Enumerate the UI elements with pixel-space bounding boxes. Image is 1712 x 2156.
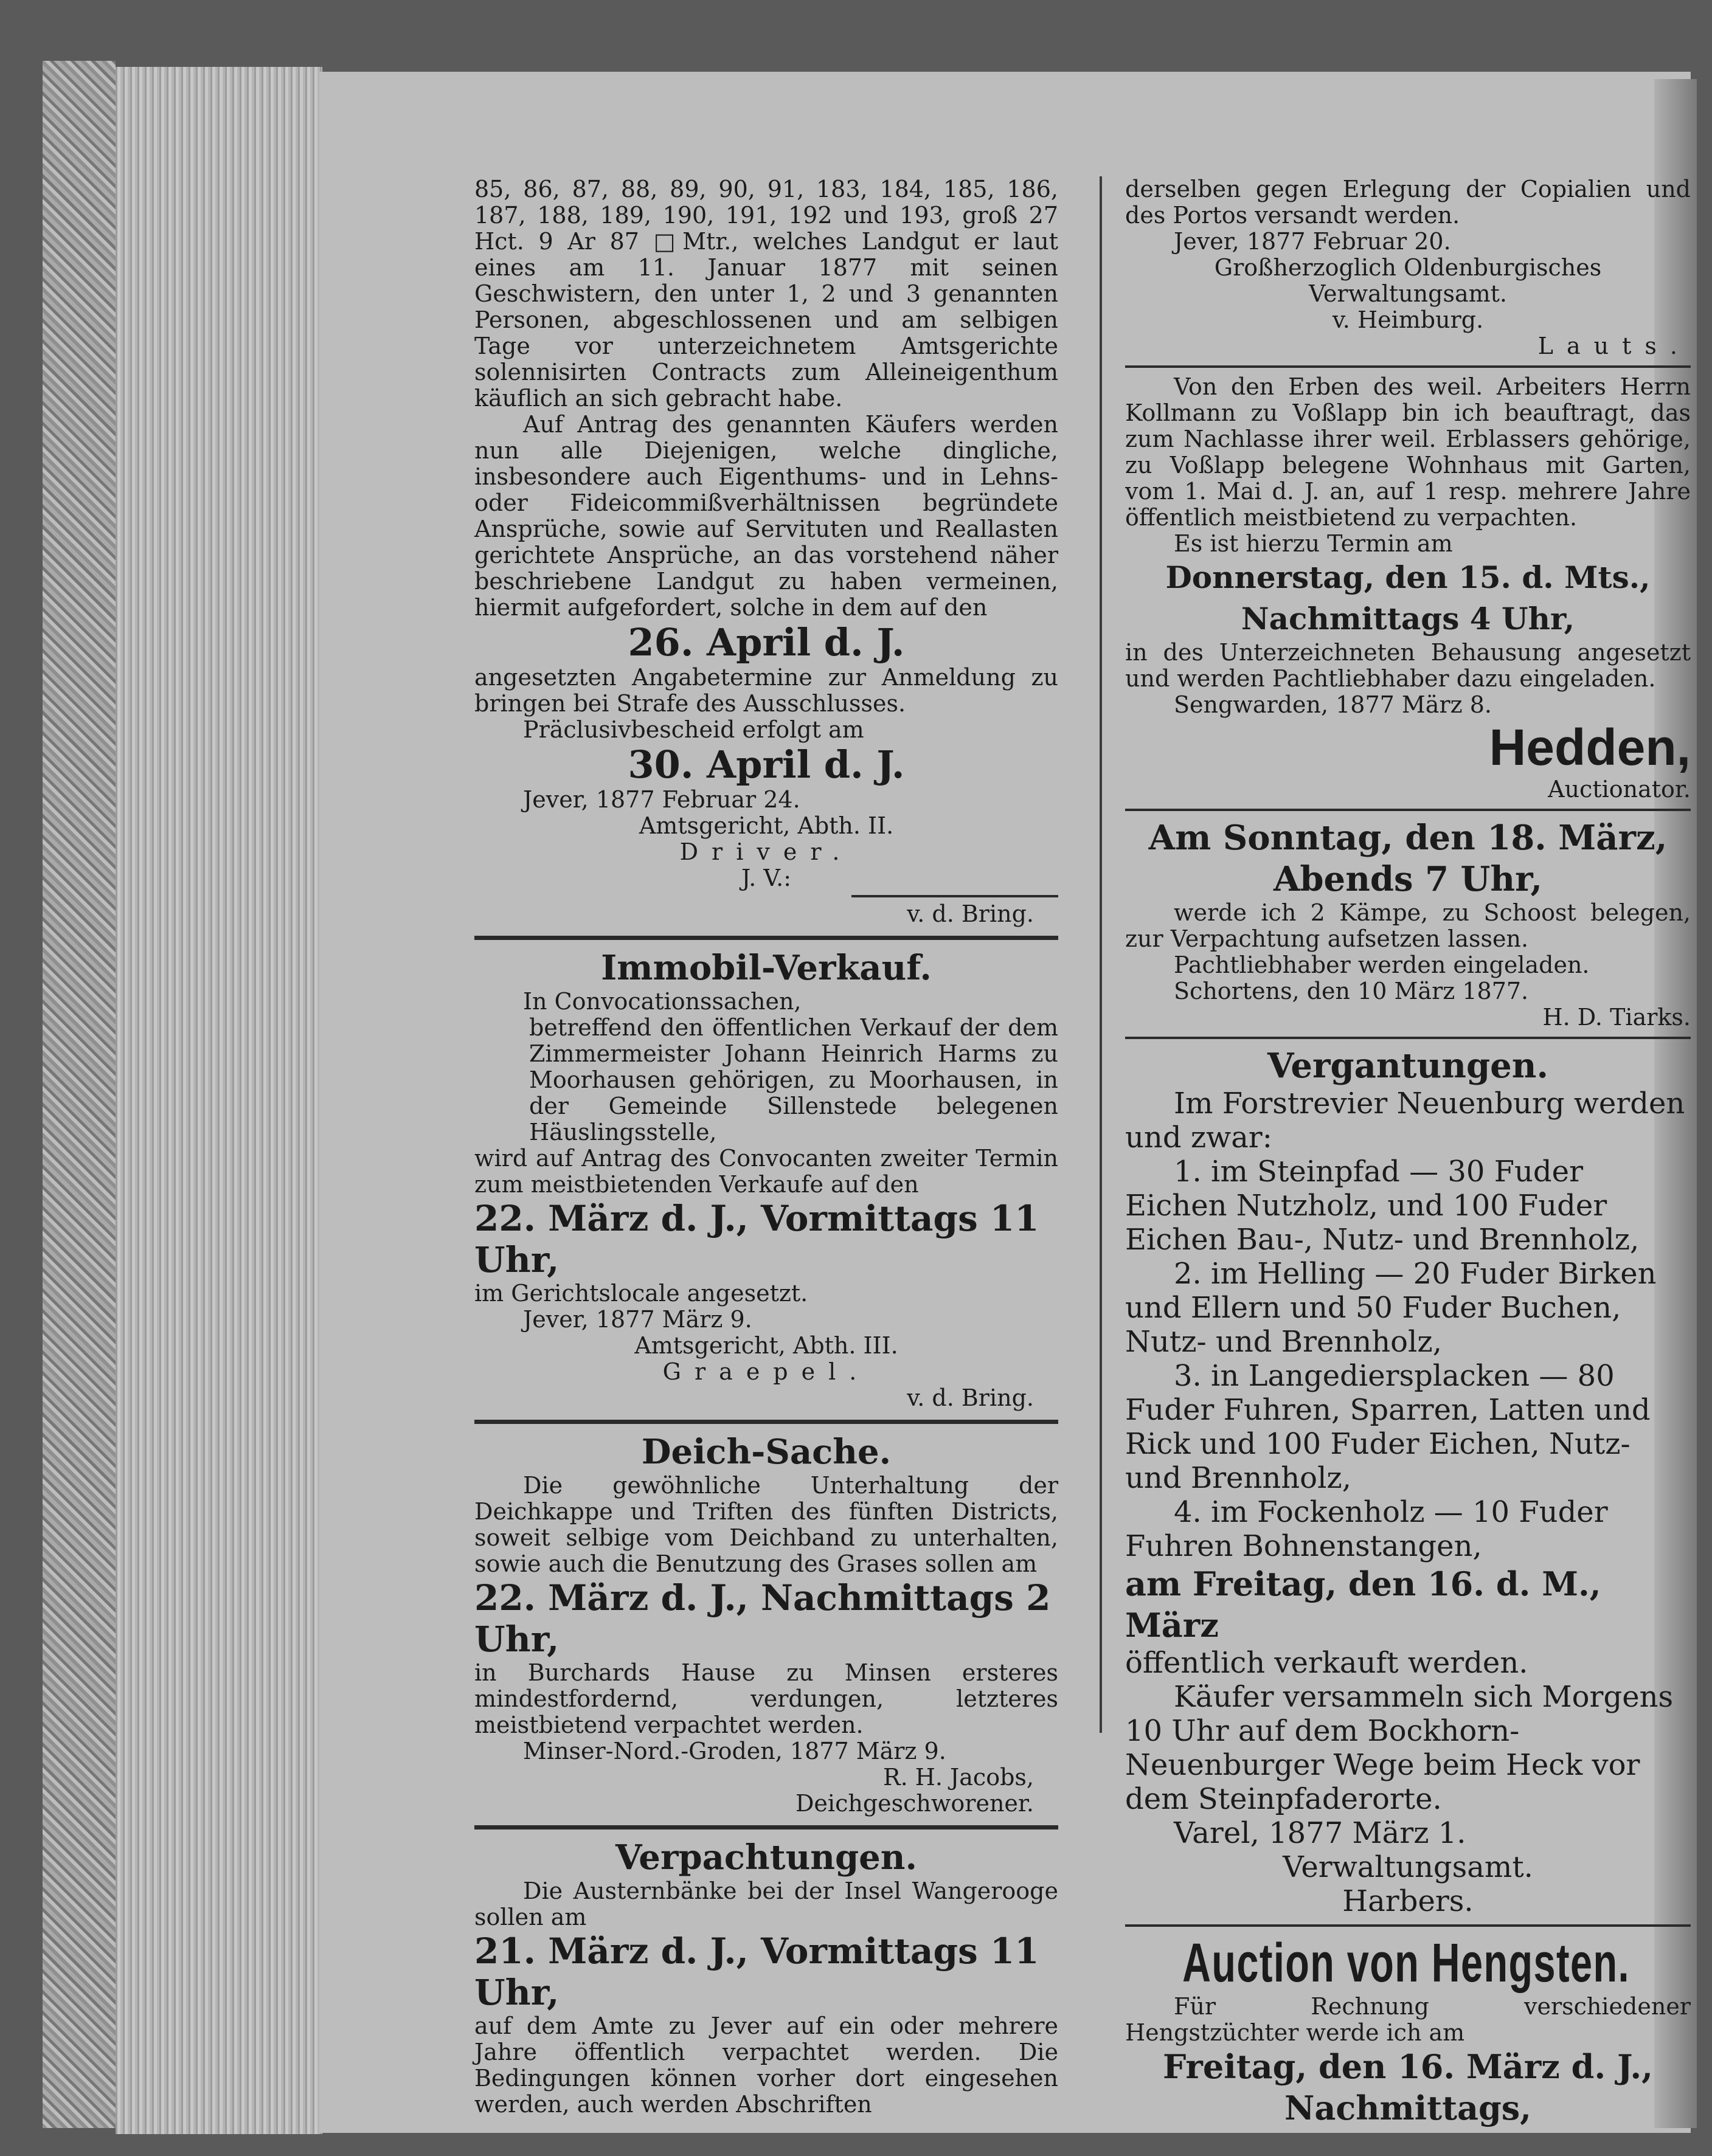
- signature: R. H. Jacobs,: [882, 1764, 1034, 1791]
- notice-text: in Burchards Hause zu Minsen ersteres mindestfordernd, verdungen, letzteres meistbietend verpachtet werden.: [474, 1659, 1058, 1738]
- signature: v. d. Bring.: [907, 900, 1034, 927]
- section-heading: Immobil-Verkauf.: [601, 948, 932, 988]
- notice-text: Für Rechnung verschiedener Hengstzüchter werde ich am: [1125, 1993, 1691, 2046]
- signature: Driver.: [679, 838, 853, 865]
- notice-text: Auf Antrag des genannten Käufers werden nun alle Diejenigen, welche dingliche, insbesondere auch Eigenthums- und in Lehns- oder Fideicommißverhältnissen begründete Ansprüche, sowie auf Servituten und Reallasten gerichtete Ansprüche, an das vorstehend näher beschriebene Landgut zu haben vermeinen, hiermit aufgefordert, solche in dem auf den: [474, 411, 1058, 621]
- notice-place: Varel, 1877 März 1.: [1174, 1816, 1466, 1850]
- notice-text: Präclusivbescheid erfolgt am: [523, 716, 864, 743]
- notice-text: Die gewöhnliche Unterhaltung der Deichkappe und Triften des fünften Districts, soweit selbige vom Deichband zu unterhalten, sowie auch die Benutzung des Grases sollen am: [474, 1472, 1058, 1577]
- notice-date: Nachmittags,: [1284, 2089, 1531, 2127]
- court-name: Amtsgericht, Abth. II.: [639, 812, 894, 839]
- signature-rule: [851, 895, 1058, 897]
- auctioneer-title: Auctionator.: [1548, 776, 1691, 803]
- list-item: 2. im Helling — 20 Fuder Birken und Ellern und 50 Fuder Buchen, Nutz- und Brennholz,: [1125, 1257, 1657, 1359]
- notice-text: Im Forstrevier Neuenburg werden und zwar:: [1125, 1087, 1685, 1155]
- notice-text: in des Unterzeichneten Behausung angesetzt und werden Pachtliebhaber dazu eingeladen.: [1125, 639, 1691, 692]
- notice-date: Am Sonntag, den 18. März,: [1148, 818, 1668, 858]
- signature: v. Heimburg.: [1332, 306, 1484, 333]
- left-column: [474, 176, 1058, 2118]
- signature: Graepel.: [662, 1358, 870, 1385]
- column-divider: [1100, 176, 1102, 1733]
- notice-place: Jever, 1877 März 9.: [523, 1306, 752, 1333]
- notice-place: Minser-Nord.-Groden, 1877 März 9.: [523, 1738, 946, 1764]
- list-item: 4. im Fockenholz — 10 Fuder Fuhren Bohnenstangen,: [1125, 1495, 1608, 1563]
- notice-text: 85, 86, 87, 88, 89, 90, 91, 183, 184, 185, 186, 187, 188, 189, 190, 191, 192 und 193, groß 27 Hct. 9 Ar 87 □Mtr., welches Landgut er laut eines am 11. Januar 1877 mit seinen Geschwistern, den unter 1, 2 und 3 genannten Personen, abgeschlossenen und am selbigen Tage vor unterzeichnetem Amtsgerichte solennisirten Contracts zum Alleineigenthum käuflich an sich gebracht habe.: [474, 176, 1058, 412]
- signature: H. D. Tiarks.: [1542, 1004, 1691, 1031]
- section-heading: Verpachtungen.: [615, 1837, 917, 1878]
- right-column: [1125, 176, 1691, 2129]
- notice-date: am Freitag, den 16. d. M., März: [1125, 1564, 1601, 1645]
- notice-text: derselben gegen Erlegung der Copialien und des Portos versandt werden.: [1125, 176, 1691, 229]
- notice-date: 30. April d. J.: [628, 742, 905, 787]
- section-rule: [474, 936, 1058, 940]
- notice-date: Freitag, den 16. März d. J.,: [1163, 2047, 1653, 2086]
- page-stack: [116, 67, 322, 2134]
- notice-date: 22. März d. J., Nachmittags 2 Uhr,: [474, 1577, 1051, 1660]
- signature: Deichgeschworener.: [795, 1790, 1034, 1817]
- notice-text: Pachtliebhaber werden eingeladen.: [1174, 952, 1590, 978]
- notice-date: Donnerstag, den 15. d. Mts.,: [1165, 559, 1651, 595]
- notice-place: Schortens, den 10 März 1877.: [1174, 978, 1529, 1004]
- notice-date: Abends 7 Uhr,: [1273, 859, 1543, 899]
- notice-text: werde ich 2 Kämpe, zu Schoost belegen, zur Verpachtung aufsetzen lassen.: [1125, 899, 1691, 952]
- marbled-book-edge: [43, 61, 116, 2128]
- signature: J. V.:: [741, 865, 792, 891]
- notice-place: Jever, 1877 Februar 24.: [523, 786, 800, 813]
- notice-text: betreffend den öffentlichen Verkauf der dem Zimmermeister Johann Heinrich Harms zu Moorhausen gehörigen, zu Moorhausen, in der Gemeinde Sillenstede belegenen Häuslingsstelle,: [529, 1014, 1058, 1145]
- section-rule: [1125, 1037, 1691, 1039]
- section-rule: [1125, 1924, 1691, 1927]
- notice-date: 21. März d. J., Vormittags 11 Uhr,: [474, 1930, 1039, 2013]
- notice-text: wird auf Antrag des Convocanten zweiter Termin zum meistbietenden Verkaufe auf den: [474, 1145, 1058, 1198]
- notice-text: Die Austernbänke bei der Insel Wangerooge sollen am: [474, 1878, 1058, 1930]
- notice-date: 22. März d. J., Vormittags 11 Uhr,: [474, 1198, 1039, 1280]
- notice-text: auf dem Amte zu Jever auf ein oder mehrere Jahre öffentlich verpachtet werden. Die Bedingungen können vorher dort eingesehen werden, auch werden Abschriften: [474, 2013, 1058, 2118]
- office-name: Großherzoglich Oldenburgisches Verwaltungsamt.: [1214, 254, 1602, 307]
- list-item: 1. im Steinpfad — 30 Fuder Eichen Nutzholz, und 100 Fuder Eichen Bau-, Nutz- und Brennholz,: [1125, 1155, 1640, 1257]
- court-name: Amtsgericht, Abth. III.: [634, 1332, 898, 1359]
- section-rule: [1125, 365, 1691, 368]
- list-item: 3. in Langediersplacken — 80 Fuder Fuhren, Sparren, Latten und Rick und 100 Fuder Eichen, Nutz- und Brennholz,: [1125, 1359, 1651, 1495]
- auction-heading: Auction von Hengsten.: [1182, 1933, 1630, 1994]
- section-heading: Vergantungen.: [1267, 1046, 1548, 1086]
- notice-place: Sengwarden, 1877 März 8.: [1174, 691, 1492, 718]
- office-name: Verwaltungsamt.: [1283, 1850, 1533, 1884]
- section-heading: Deich-Sache.: [641, 1432, 892, 1472]
- notice-text: In Convocationssachen,: [523, 988, 802, 1015]
- signature: v. d. Bring.: [907, 1384, 1034, 1411]
- notice-text: öffentlich verkauft werden.: [1125, 1646, 1528, 1680]
- notice-place: Jever, 1877 Februar 20.: [1174, 228, 1451, 255]
- auctioneer-name: Hedden,: [1489, 719, 1691, 776]
- notice-text: Es ist hierzu Termin am: [1174, 530, 1453, 557]
- notice-text: Käufer versammeln sich Morgens 10 Uhr auf dem Bockhorn-Neuenburger Wege beim Heck vor dem Steinpfaderorte.: [1125, 1680, 1674, 1816]
- section-rule: [474, 1825, 1058, 1829]
- notice-text: Von den Erben des weil. Arbeiters Herrn Kollmann zu Voßlapp bin ich beauftragt, das zum Nachlasse ihrer weil. Erblassers gehörige, zu Voßlapp belegene Wohnhaus mit Garten, vom 1. Mai d. J. an, auf 1 resp. mehrere Jahre öffentlich meistbietend zu verpachten.: [1125, 373, 1691, 531]
- section-rule: [1125, 809, 1691, 811]
- signature: Lauts.: [1537, 333, 1691, 359]
- signature: Harbers.: [1342, 1884, 1474, 1918]
- notice-text: im Gerichtslocale angesetzt.: [474, 1280, 808, 1307]
- notice-date: 26. April d. J.: [628, 620, 905, 665]
- section-rule: [474, 1420, 1058, 1424]
- notice-text: angesetzten Angabetermine zur Anmeldung zu bringen bei Strafe des Ausschlusses.: [474, 664, 1058, 717]
- notice-date: Nachmittags 4 Uhr,: [1241, 601, 1575, 637]
